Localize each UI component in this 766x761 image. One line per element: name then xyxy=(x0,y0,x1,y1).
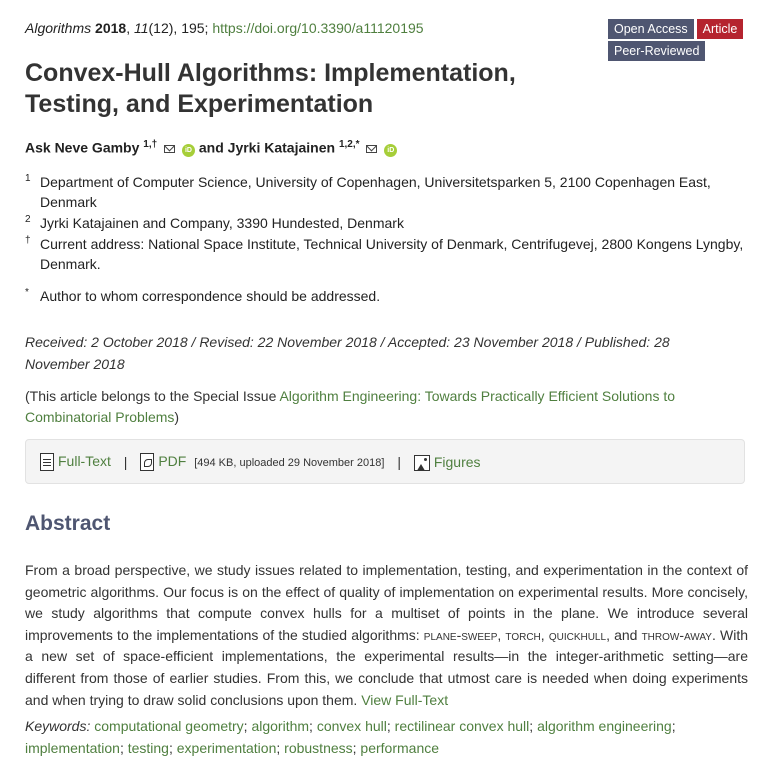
keyword-link[interactable]: rectilinear convex hull xyxy=(394,718,530,734)
author-affiliation-sup: 1,2,* xyxy=(338,139,360,150)
keyword-link[interactable]: computational geometry xyxy=(94,718,244,734)
special-issue-prefix: (This article belongs to the Special Issue xyxy=(25,388,280,404)
orcid-icon[interactable]: iD xyxy=(384,144,397,157)
open-access-badge: Open Access xyxy=(608,19,694,39)
affiliation-text: Jyrki Katajainen and Company, 3390 Hundested, Denmark xyxy=(40,215,404,231)
affiliations xyxy=(25,172,745,307)
figures-label: Figures xyxy=(433,453,481,470)
full-text-link[interactable] xyxy=(40,453,111,471)
keyword-link[interactable]: convex hull xyxy=(316,718,387,734)
special-issue-suffix: ) xyxy=(174,409,180,425)
keyword-link[interactable]: algorithm xyxy=(251,718,310,734)
document-icon xyxy=(40,453,54,471)
keyword-separator: ; xyxy=(243,718,248,734)
keyword-separator: ; xyxy=(119,740,124,756)
pdf-link[interactable] xyxy=(140,453,186,471)
keyword-link[interactable]: experimentation xyxy=(176,740,277,756)
algorithm-name: quickhull xyxy=(548,626,607,643)
article-badge: Article xyxy=(697,19,744,39)
figures-link[interactable] xyxy=(414,454,481,471)
mail-icon[interactable] xyxy=(366,145,377,153)
keyword-link[interactable]: implementation xyxy=(25,740,120,756)
pdf-meta: [494 KB, uploaded 29 November 2018] xyxy=(194,457,385,469)
keyword-link[interactable]: robustness xyxy=(284,740,353,756)
toolbar-separator: | xyxy=(123,454,128,471)
keywords-label: Keywords: xyxy=(25,718,91,734)
keyword-link[interactable]: testing xyxy=(127,740,169,756)
authors-joiner: and xyxy=(198,139,224,156)
algorithm-name: throw-away xyxy=(641,626,712,643)
doi-link[interactable]: https://doi.org/10.3390/a11120195 xyxy=(212,20,424,36)
affiliation-mark: 1 xyxy=(25,173,31,184)
affiliation-item xyxy=(25,286,745,306)
image-icon xyxy=(414,455,430,471)
keyword-link[interactable]: performance xyxy=(360,740,440,756)
keyword-separator: ; xyxy=(529,718,534,734)
keywords xyxy=(25,715,748,759)
author-affiliation-sup: 1,† xyxy=(143,139,158,150)
download-toolbar xyxy=(25,439,745,484)
affiliation-text: Author to whom correspondence should be addressed. xyxy=(40,288,381,304)
abstract-text xyxy=(25,560,748,711)
algorithm-name: plane-sweep xyxy=(423,626,498,643)
keyword-separator: ; xyxy=(386,718,391,734)
algorithm-name: torch xyxy=(505,626,541,643)
author-name[interactable]: Ask Neve Gamby xyxy=(25,139,140,156)
keyword-link[interactable]: algorithm engineering xyxy=(537,718,672,734)
article-badges xyxy=(608,19,748,63)
keyword-separator: ; xyxy=(671,718,676,734)
peer-reviewed-badge: Peer-Reviewed xyxy=(608,41,705,61)
keyword-separator: ; xyxy=(352,740,357,756)
publication-dates: Received: 2 October 2018 / Revised: 22 November 2018 / Accepted: 23 November 2018 / Published: 28 November 2018 xyxy=(25,334,670,372)
affiliation-text: Department of Computer Science, University of Copenhagen, Universitetsparken 5, 2100 Copenhagen East, Denmark xyxy=(40,174,711,210)
journal-name: Algorithms xyxy=(25,20,92,36)
special-issue-note xyxy=(25,386,725,428)
affiliation-mark: † xyxy=(25,235,31,246)
abstract-part1: From a broad perspective, we study issues related to implementation, testing, and experimentation in the context of geometric algorithms. Our focus is on the effect of quality of implementation on experimental results. More concisely, we study algorithms that compute convex hulls for a multiset of points in the plane. We introduce several improvements to the implementations of the studied algorithms: xyxy=(25,562,748,643)
citation-line: Algorithms 2018, 11(12), 195; https://doi.org/10.3390/a11120195 xyxy=(25,20,424,36)
article-title: Convex-Hull Algorithms: Implementation, Testing, and Experimentation xyxy=(25,59,516,118)
affiliation-mark: 2 xyxy=(25,214,31,225)
pdf-icon xyxy=(140,453,154,471)
journal-volume: 11 xyxy=(133,20,149,36)
abstract-separator: , xyxy=(540,626,549,643)
special-issue-link[interactable]: Algorithm Engineering: Towards Practically Efficient Solutions to Combinatorial Problems xyxy=(25,388,676,425)
abstract-heading: Abstract xyxy=(25,512,111,535)
abstract-separator: , xyxy=(497,626,506,643)
abstract-separator: , and xyxy=(606,626,642,643)
affiliation-mark: * xyxy=(25,287,29,298)
orcid-icon[interactable]: iD xyxy=(182,144,195,157)
affiliation-item xyxy=(25,234,745,274)
author-list xyxy=(25,139,397,157)
affiliation-item xyxy=(25,213,745,233)
keyword-separator: ; xyxy=(168,740,173,756)
keyword-separator: ; xyxy=(276,740,281,756)
view-full-text-link[interactable]: View Full-Text xyxy=(361,691,449,708)
abstract-part2: . With a new set of space-efficient implementations, the experimental results—in the integer-arithmetic setting—are different from those of earlier studies. From this, we conclude that utmost care is needed when doing experiments and when trying to draw solid conclusions upon them. xyxy=(25,626,749,708)
mail-icon[interactable] xyxy=(164,145,175,153)
toolbar-separator: | xyxy=(397,454,401,471)
pdf-label: PDF xyxy=(158,453,187,470)
journal-issue-pages: (12), 195; xyxy=(148,20,209,36)
author-name[interactable]: Jyrki Katajainen xyxy=(227,139,336,156)
keyword-separator: ; xyxy=(309,718,313,734)
affiliation-item xyxy=(25,172,745,212)
journal-year: 2018 xyxy=(95,20,127,36)
full-text-label: Full-Text xyxy=(58,453,111,470)
affiliation-text: Current address: National Space Institute, Technical University of Denmark, Centrifugevej, 2800 Kongens Lyngby, Denmark. xyxy=(40,236,744,272)
